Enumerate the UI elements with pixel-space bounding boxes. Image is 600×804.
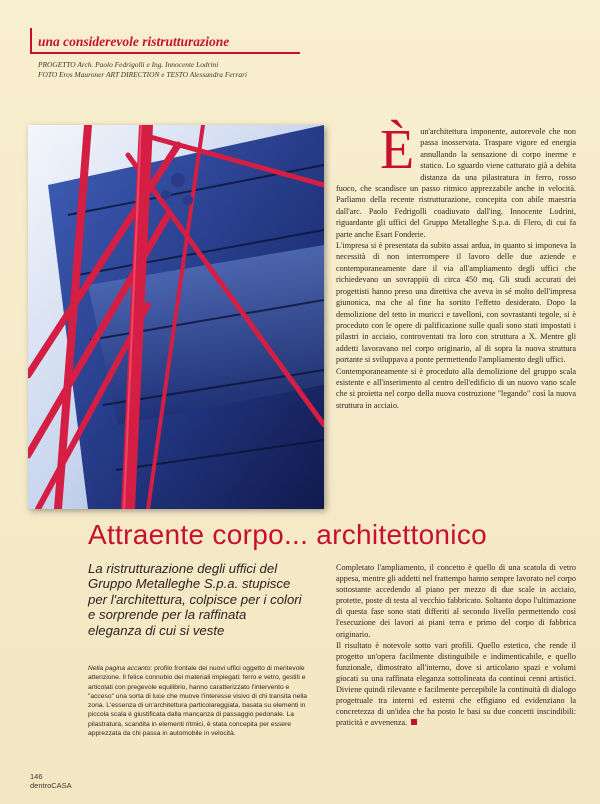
drop-cap: È (380, 119, 415, 181)
section-kicker: una considerevole ristrutturazione (38, 34, 230, 49)
deck: La ristrutturazione degli uffici del Gruppo Metalleghe S.p.a. stupisce per l'architettura, colpisce per i colori e sorprende per la raffinata eleganza di cui si veste (88, 561, 302, 638)
photo-caption (88, 664, 310, 738)
folio (30, 772, 72, 790)
credits-photo: FOTO Eros Mauroner ART DIRECTION e TESTO Alessandra Ferrari (38, 70, 248, 79)
headline: Attraente corpo... architettonico (88, 519, 488, 550)
credits (38, 60, 247, 80)
body-paragraph-text: Il risultato è notevole sotto vari profili. Quello estetico, che rende il progetto un'opera facilmente distinguibile e indimenticabile, e quello funzionale, dimostrato all'interno, dove si articolano spazi e volumi giocati su una raffinata eleganza sottolineata da continui cenni artistici. Diviene quindi rilevante e facilmente percepibile la continuità di dialogo progettuale tra interni ed esterni che effigiano ed evidenziano la concretezza di un'idea che ha posto le basi su due concetti inscindibili: praticità e avvenenza. (336, 640, 576, 728)
body-paragraph: un'architettura imponente, autorevole che non passa inosservata. Traspare vigore ed energia annullando la sensazione di corpo inerme e statico. Lo sguardo viene catturato già a debita distanza da una pilastratura in ferro, rosso fuoco, che scandisce un passo ritmico apprezzabile anche in velocità. Parliamo della recente ristrutturazione, concepita con abile maestria dall'arc. Paolo Fedrigolli coadiuvato dall'ing. Innocente Lodrini, riguardante gli uffici del Gruppo Metalleghe S.p.a. di Flero, di cui fa parte anche Esart Fonderie. (336, 127, 576, 239)
kicker-underline (30, 52, 300, 54)
end-mark (411, 719, 417, 725)
caption-body: profilo frontale dei nuovi uffici oggetto di meritevole attenzione. Il felice connubio dei materiali impiegati: ferro e vetro, gestiti e articolati con pregevole equilibrio, hanno caratterizzato l'intervento e "acceso" una sorta di luce che muove l'interesse visivo di chi transita nella zona. L'essenza di un'architettura particolareggiata, basata su elementi in piccola scala è giustificata dalla mancanza di passaggio pedonale. La pilastratura, scandita in elementi ritmici, è stata concepita per essere apprezzata da chi passa in automobile in velocità. (88, 665, 308, 738)
body-paragraph: L'impresa si è presentata da subito assai ardua, in quanto si imponeva la necessità di non interrompere il lavoro delle due aziende e contemporaneamente dare il via all'ampliamento degli uffici che richiedevano un sovrappiù di circa 450 mq. Gli studi accurati dei progettisti hanno preso una direttiva che aveva in sé molto dell'impresa giunonica, ma che al fine ha sortito l'effetto desiderato. Dopo la demolizione del tetto in muricci e tavelloni, con sovrastanti tegole, si è proceduto con le opere di palificazione sulle quali sono stati impostati i pilastri in acciaio, controventati tra loro con struttura a X. Mentre gli addetti lavoravano nel corpo originario, al di sopra la nuova struttura portante si sviluppava a ponte permettendo l'ampliamento degli uffici. (336, 241, 576, 365)
kicker-rule (30, 28, 32, 54)
page-number: 146 (30, 772, 43, 781)
body-paragraph (336, 640, 576, 729)
body-paragraph: Completato l'ampliamento, il concetto è quello di una scatola di vetro appesa, mentre gli addetti nel frattempo hanno sempre lavorato nel corpo sottostante accedendo al piano per mezzo di due scale in acciaio, protette, poste di testa al vecchio fabbricato. Soltanto dopo l'ultimazione di questa fase sono stati differiti al secondo livello permettendo così l'esecuzione dei lavori ai piani terra e primo del corpo di fabbrica originario. (336, 563, 576, 639)
body-paragraph: Contemporaneamente si è proceduto alla demolizione del gruppo scala esistente e all'inserimento al centro dell'edificio di un nuovo vano scale che si proietta nel corpo della nuova costruzione "legando" così la nuova struttura in acciaio. (336, 366, 576, 410)
building-photo (28, 125, 324, 509)
body-column-bottom (336, 562, 576, 728)
caption-lead: Nella pagina accanto: (88, 665, 153, 672)
credits-design: PROGETTO Arch. Paolo Fedrigolli e Ing. Innocente Lodrini (38, 60, 219, 69)
body-column-top (336, 119, 576, 411)
magazine-name: dentroCASA (30, 781, 72, 790)
